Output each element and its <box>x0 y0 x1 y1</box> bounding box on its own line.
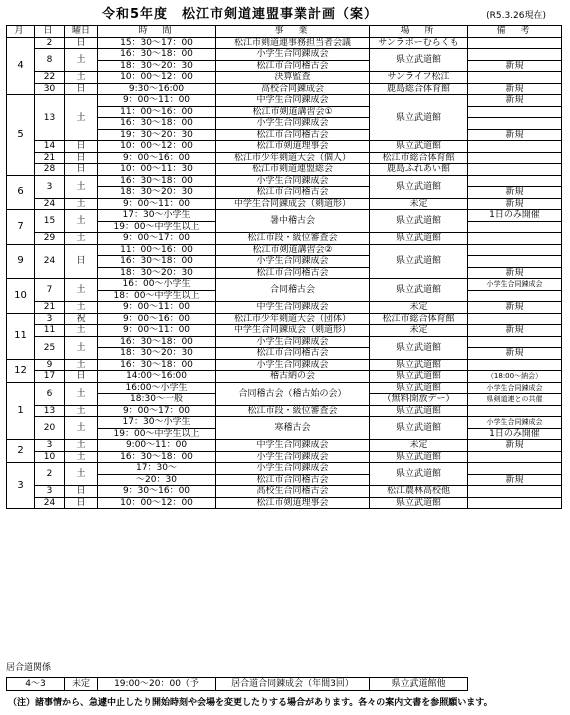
day-cell: 10 <box>35 451 65 463</box>
note-cell <box>468 164 562 176</box>
footnote: （注）諸事情から、急遽中止したり開始時刻や会場を変更したりする場合があります。各々の案内文書を参照願います。 <box>8 698 493 708</box>
iaido-table <box>6 677 468 691</box>
table-row <box>7 440 562 452</box>
note-cell <box>468 313 562 325</box>
table-row <box>7 405 562 417</box>
event-cell: 松江市段・級位審査会 <box>216 233 370 245</box>
day-cell: 8 <box>35 49 65 72</box>
weekday-cell: 土 <box>65 336 98 359</box>
weekday-cell: 日 <box>65 497 98 509</box>
weekday-cell: 土 <box>65 405 98 417</box>
event-cell: 高校生合同稽古会 <box>216 486 370 498</box>
iaido-period: 4～3 <box>7 678 65 691</box>
note-cell: 小学生合同錬成会 <box>468 382 562 394</box>
table-row <box>7 302 562 314</box>
time-cell: 9：00～11：00 <box>98 95 216 107</box>
event-cell: 松江市段・級位審査会 <box>216 405 370 417</box>
day-cell: 15 <box>35 210 65 233</box>
time-cell: 9：00～17：00 <box>98 233 216 245</box>
time-cell: 19：00～中学生以上 <box>98 221 216 233</box>
venue-cell: 県立武道館 <box>370 382 468 394</box>
day-cell: 24 <box>35 497 65 509</box>
table-row <box>7 417 562 429</box>
day-cell: 30 <box>35 83 65 95</box>
time-cell: ～20：30 <box>98 474 216 486</box>
weekday-cell: 日 <box>65 371 98 383</box>
event-cell: 小学生合同錬成会 <box>216 118 370 130</box>
event-cell: 稽古納の会 <box>216 371 370 383</box>
event-cell: 松江市合同稽古会 <box>216 60 370 72</box>
schedule-grid <box>6 25 562 509</box>
day-cell: 6 <box>35 382 65 405</box>
note-cell: 県剣道連との共催 <box>468 394 562 406</box>
note-cell: 新規 <box>468 198 562 210</box>
header-row <box>7 26 562 38</box>
table-row <box>7 371 562 383</box>
table-row <box>7 451 562 463</box>
weekday-cell: 土 <box>65 440 98 452</box>
table-row <box>7 49 562 61</box>
table-row <box>7 497 562 509</box>
event-cell: 合同稽古会（稽古始の会） <box>216 382 370 405</box>
weekday-cell: 日 <box>65 486 98 498</box>
day-cell: 20 <box>35 417 65 440</box>
note-cell <box>468 37 562 49</box>
event-cell: 松江市剣道理事会 <box>216 497 370 509</box>
weekday-cell: 日 <box>65 244 98 279</box>
weekday-cell: 祝 <box>65 313 98 325</box>
table-row <box>7 313 562 325</box>
weekday-cell: 土 <box>65 198 98 210</box>
note-cell: 新規 <box>468 302 562 314</box>
venue-cell: 未定 <box>370 440 468 452</box>
time-cell: 16：30～18：00 <box>98 451 216 463</box>
day-cell: 2 <box>35 463 65 486</box>
table-row <box>7 83 562 95</box>
day-cell: 9 <box>35 359 65 371</box>
venue-cell: 県立武道館 <box>370 175 468 198</box>
note-cell <box>468 106 562 118</box>
venue-cell: 県立武道館 <box>370 244 468 279</box>
time-cell: 16：30～18：00 <box>98 336 216 348</box>
iaido-section <box>6 677 468 691</box>
event-cell: 松江市合同稽古会 <box>216 348 370 360</box>
note-cell <box>468 290 562 302</box>
day-cell: 13 <box>35 95 65 141</box>
event-cell: 中学生合同錬成会（剣道形） <box>216 325 370 337</box>
day-cell: 11 <box>35 325 65 337</box>
event-cell: 合同稽古会 <box>216 279 370 302</box>
table-row <box>7 198 562 210</box>
venue-cell: 県立武道館 <box>370 371 468 383</box>
table-row <box>7 336 562 348</box>
day-cell: 25 <box>35 336 65 359</box>
time-cell: 9：00～11：00 <box>98 325 216 337</box>
day-cell: 2 <box>35 37 65 49</box>
month-cell: 1 <box>7 382 35 440</box>
time-cell: 14:00～16:00 <box>98 371 216 383</box>
note-cell <box>468 451 562 463</box>
iaido-row <box>7 678 468 691</box>
event-cell: 松江市合同稽古会 <box>216 129 370 141</box>
time-cell: 9：00～16：00 <box>98 152 216 164</box>
note-cell: 新規 <box>468 348 562 360</box>
note-cell: 新規 <box>468 474 562 486</box>
day-cell: 21 <box>35 152 65 164</box>
note-cell <box>468 244 562 256</box>
note-cell <box>468 463 562 475</box>
page-title: 令和5年度 松江市剣道連盟事業計画（案） <box>102 7 379 22</box>
note-cell <box>468 72 562 84</box>
time-cell: 9:30～16:00 <box>98 83 216 95</box>
day-cell: 3 <box>35 440 65 452</box>
time-cell: 18：30～20：30 <box>98 60 216 72</box>
venue-cell: 鹿島ふれあい館 <box>370 164 468 176</box>
time-cell: 19：30～20：30 <box>98 129 216 141</box>
event-cell: 松江市合同稽古会 <box>216 474 370 486</box>
time-cell: 16：00～小学生 <box>98 279 216 291</box>
day-cell: 24 <box>35 244 65 279</box>
time-cell: 16:00～小学生 <box>98 382 216 394</box>
weekday-cell: 土 <box>65 463 98 486</box>
weekday-cell: 土 <box>65 359 98 371</box>
time-cell: 18：30～20：30 <box>98 348 216 360</box>
table-row <box>7 152 562 164</box>
time-cell: 10：00～12：00 <box>98 497 216 509</box>
weekday-cell: 日 <box>65 83 98 95</box>
note-cell: 新規 <box>468 440 562 452</box>
note-cell: 小学生合同錬成会 <box>468 279 562 291</box>
time-cell: 16：30～18：00 <box>98 359 216 371</box>
event-cell: 小学生合同錬成会 <box>216 451 370 463</box>
weekday-cell: 土 <box>65 175 98 198</box>
venue-cell: 未定 <box>370 302 468 314</box>
event-cell: 小学生合同錬成会 <box>216 256 370 268</box>
event-cell: 小学生合同錬成会 <box>216 49 370 61</box>
note-cell: 新規 <box>468 129 562 141</box>
weekday-cell: 土 <box>65 302 98 314</box>
day-cell: 13 <box>35 405 65 417</box>
note-cell <box>468 486 562 498</box>
month-cell: 10 <box>7 279 35 314</box>
day-cell: 28 <box>35 164 65 176</box>
note-cell: （18:00～納会） <box>468 371 562 383</box>
venue-cell: 松江市総合体育館 <box>370 313 468 325</box>
table-row <box>7 382 562 394</box>
event-cell: 小学生合同錬成会 <box>216 463 370 475</box>
day-cell: 7 <box>35 279 65 302</box>
time-cell: 10：00～12：00 <box>98 72 216 84</box>
note-cell: 1日のみ開催 <box>468 428 562 440</box>
table-row <box>7 72 562 84</box>
month-cell: 7 <box>7 210 35 245</box>
note-cell: 新規 <box>468 187 562 199</box>
table-row <box>7 210 562 222</box>
event-cell: 松江市合同稽古会 <box>216 267 370 279</box>
event-cell: 松江市合同稽古会 <box>216 187 370 199</box>
month-cell: 9 <box>7 244 35 279</box>
day-cell: 21 <box>35 302 65 314</box>
venue-cell: 県立武道館 <box>370 210 468 233</box>
month-cell: 3 <box>7 463 35 509</box>
event-cell: 中学生合同錬成会 <box>216 302 370 314</box>
iaido-time: 19:00～20：00（予 <box>98 678 216 691</box>
venue-cell: 県立武道館 <box>370 451 468 463</box>
day-cell: 22 <box>35 72 65 84</box>
weekday-cell: 土 <box>65 233 98 245</box>
note-cell: 新規 <box>468 60 562 72</box>
event-cell: 小学生合同錬成会 <box>216 359 370 371</box>
iaido-heading: 居合道関係 <box>6 663 52 673</box>
iaido-weekday: 未定 <box>65 678 98 691</box>
event-cell: 暑中稽古会 <box>216 210 370 233</box>
venue-cell: 県立武道館 <box>370 336 468 359</box>
venue-cell: 県立武道館 <box>370 463 468 486</box>
time-cell: 16：30～18：00 <box>98 49 216 61</box>
venue-cell: 未定 <box>370 198 468 210</box>
table-row <box>7 141 562 153</box>
table-row <box>7 244 562 256</box>
time-cell: 17：30～小学生 <box>98 417 216 429</box>
note-cell <box>468 497 562 509</box>
weekday-cell: 土 <box>65 95 98 141</box>
weekday-cell: 土 <box>65 72 98 84</box>
time-cell: 16：30～18：00 <box>98 118 216 130</box>
weekday-cell: 土 <box>65 382 98 405</box>
note-cell <box>468 175 562 187</box>
schedule-body <box>7 37 562 509</box>
venue-cell: 県立武道館 <box>370 233 468 245</box>
weekday-cell: 土 <box>65 325 98 337</box>
note-cell <box>468 118 562 130</box>
col-day: 日 <box>35 26 65 38</box>
event-cell: 松江市剣道理事会 <box>216 141 370 153</box>
month-cell: 11 <box>7 313 35 359</box>
col-venue: 場 所 <box>370 26 468 38</box>
table-row <box>7 279 562 291</box>
venue-cell: サンライフ松江 <box>370 72 468 84</box>
event-cell: 小学生合同錬成会 <box>216 175 370 187</box>
venue-cell: 県立武道館 <box>370 405 468 417</box>
day-cell: 3 <box>35 175 65 198</box>
venue-cell: 県立武道館 <box>370 95 468 141</box>
time-cell: 10：00～11：30 <box>98 164 216 176</box>
time-cell: 9：30～16：00 <box>98 486 216 498</box>
note-cell: 1日のみ開催 <box>468 210 562 222</box>
note-cell <box>468 256 562 268</box>
event-cell: 松江市少年剣道大会（団体） <box>216 313 370 325</box>
time-cell: 17：30～ <box>98 463 216 475</box>
time-cell: 9：00～16：00 <box>98 313 216 325</box>
table-row <box>7 37 562 49</box>
month-cell: 12 <box>7 359 35 382</box>
month-cell: 6 <box>7 175 35 210</box>
weekday-cell: 日 <box>65 164 98 176</box>
table-row <box>7 325 562 337</box>
table-row <box>7 95 562 107</box>
time-cell: 16：30～18：00 <box>98 175 216 187</box>
venue-cell: 鹿島総合体育館 <box>370 83 468 95</box>
event-cell: 中学生合同錬成会 <box>216 440 370 452</box>
col-month: 月 <box>7 26 35 38</box>
weekday-cell: 土 <box>65 49 98 72</box>
col-event: 事 業 <box>216 26 370 38</box>
time-cell: 11：00～16：00 <box>98 244 216 256</box>
weekday-cell: 土 <box>65 279 98 302</box>
time-cell: 18：30～20：30 <box>98 267 216 279</box>
event-cell: 松江市剣道講習会② <box>216 244 370 256</box>
time-cell: 17：30～小学生 <box>98 210 216 222</box>
note-cell: 新規 <box>468 95 562 107</box>
note-cell <box>468 221 562 233</box>
event-cell: 中学生合同錬成会 <box>216 95 370 107</box>
time-cell: 18：30～20：30 <box>98 187 216 199</box>
day-cell: 3 <box>35 313 65 325</box>
event-cell: 松江市剣道連盟総会 <box>216 164 370 176</box>
event-cell: 寒稽古会 <box>216 417 370 440</box>
month-cell: 5 <box>7 95 35 176</box>
note-cell <box>468 49 562 61</box>
col-note: 備 考 <box>468 26 562 38</box>
time-cell: 18:30～一般 <box>98 394 216 406</box>
venue-cell: 県立武道館 <box>370 279 468 302</box>
note-cell <box>468 233 562 245</box>
event-cell: 高校合同錬成会 <box>216 83 370 95</box>
time-cell: 9：00～11：00 <box>98 198 216 210</box>
day-cell: 17 <box>35 371 65 383</box>
iaido-event: 居合道合同錬成会（年間3回） <box>216 678 370 691</box>
time-cell: 9：00～17：00 <box>98 405 216 417</box>
event-cell: 決算監査 <box>216 72 370 84</box>
time-cell: 15：30～17：00 <box>98 37 216 49</box>
weekday-cell: 日 <box>65 152 98 164</box>
table-row <box>7 463 562 475</box>
time-cell: 11：00～16：00 <box>98 106 216 118</box>
event-cell: 松江市剣道連事務担当者会議 <box>216 37 370 49</box>
month-cell: 2 <box>7 440 35 463</box>
venue-cell: 県立武道館 <box>370 49 468 72</box>
venue-cell: サンラポーむらくも <box>370 37 468 49</box>
time-cell: 9:00～11：00 <box>98 440 216 452</box>
note-cell: 新規 <box>468 325 562 337</box>
note-cell <box>468 336 562 348</box>
table-row <box>7 164 562 176</box>
as-of-date: (R5.3.26現在) <box>486 11 546 21</box>
event-cell: 中学生合同錬成会（剣道形） <box>216 198 370 210</box>
note-cell <box>468 359 562 371</box>
time-cell: 18：00～中学生以上 <box>98 290 216 302</box>
venue-cell: 県立武道館 <box>370 417 468 440</box>
time-cell: 19：00～中学生以上 <box>98 428 216 440</box>
weekday-cell: 土 <box>65 210 98 233</box>
note-cell <box>468 141 562 153</box>
venue-cell: 松江農林高校他 <box>370 486 468 498</box>
time-cell: 9：00～11：00 <box>98 302 216 314</box>
time-cell: 16：30～18：00 <box>98 256 216 268</box>
col-weekday: 曜日 <box>65 26 98 38</box>
note-cell: 小学生合同錬成会 <box>468 417 562 429</box>
iaido-venue: 県立武道館他 <box>370 678 468 691</box>
day-cell: 24 <box>35 198 65 210</box>
note-cell: 新規 <box>468 267 562 279</box>
table-row <box>7 486 562 498</box>
note-cell: 新規 <box>468 83 562 95</box>
table-row <box>7 359 562 371</box>
day-cell: 29 <box>35 233 65 245</box>
col-time: 時 間 <box>98 26 216 38</box>
weekday-cell: 日 <box>65 141 98 153</box>
event-cell: 小学生合同錬成会 <box>216 336 370 348</box>
day-cell: 14 <box>35 141 65 153</box>
weekday-cell: 土 <box>65 451 98 463</box>
venue-cell: 県立武道館 <box>370 497 468 509</box>
title-bar <box>0 3 570 23</box>
note-cell <box>468 152 562 164</box>
venue-cell: 県立武道館 <box>370 141 468 153</box>
venue-cell: 松江市総合体育館 <box>370 152 468 164</box>
weekday-cell: 日 <box>65 37 98 49</box>
note-cell <box>468 405 562 417</box>
schedule-table <box>6 25 562 509</box>
venue-cell: 県立武道館 <box>370 359 468 371</box>
table-row <box>7 175 562 187</box>
time-cell: 10：00～12：00 <box>98 141 216 153</box>
table-row <box>7 233 562 245</box>
month-cell: 4 <box>7 37 35 95</box>
event-cell: 松江市少年剣道大会（個人） <box>216 152 370 164</box>
weekday-cell: 土 <box>65 417 98 440</box>
venue-cell: 未定 <box>370 325 468 337</box>
event-cell: 松江市剣道講習会① <box>216 106 370 118</box>
venue-cell: （無料開放デー） <box>370 394 468 406</box>
day-cell: 3 <box>35 486 65 498</box>
